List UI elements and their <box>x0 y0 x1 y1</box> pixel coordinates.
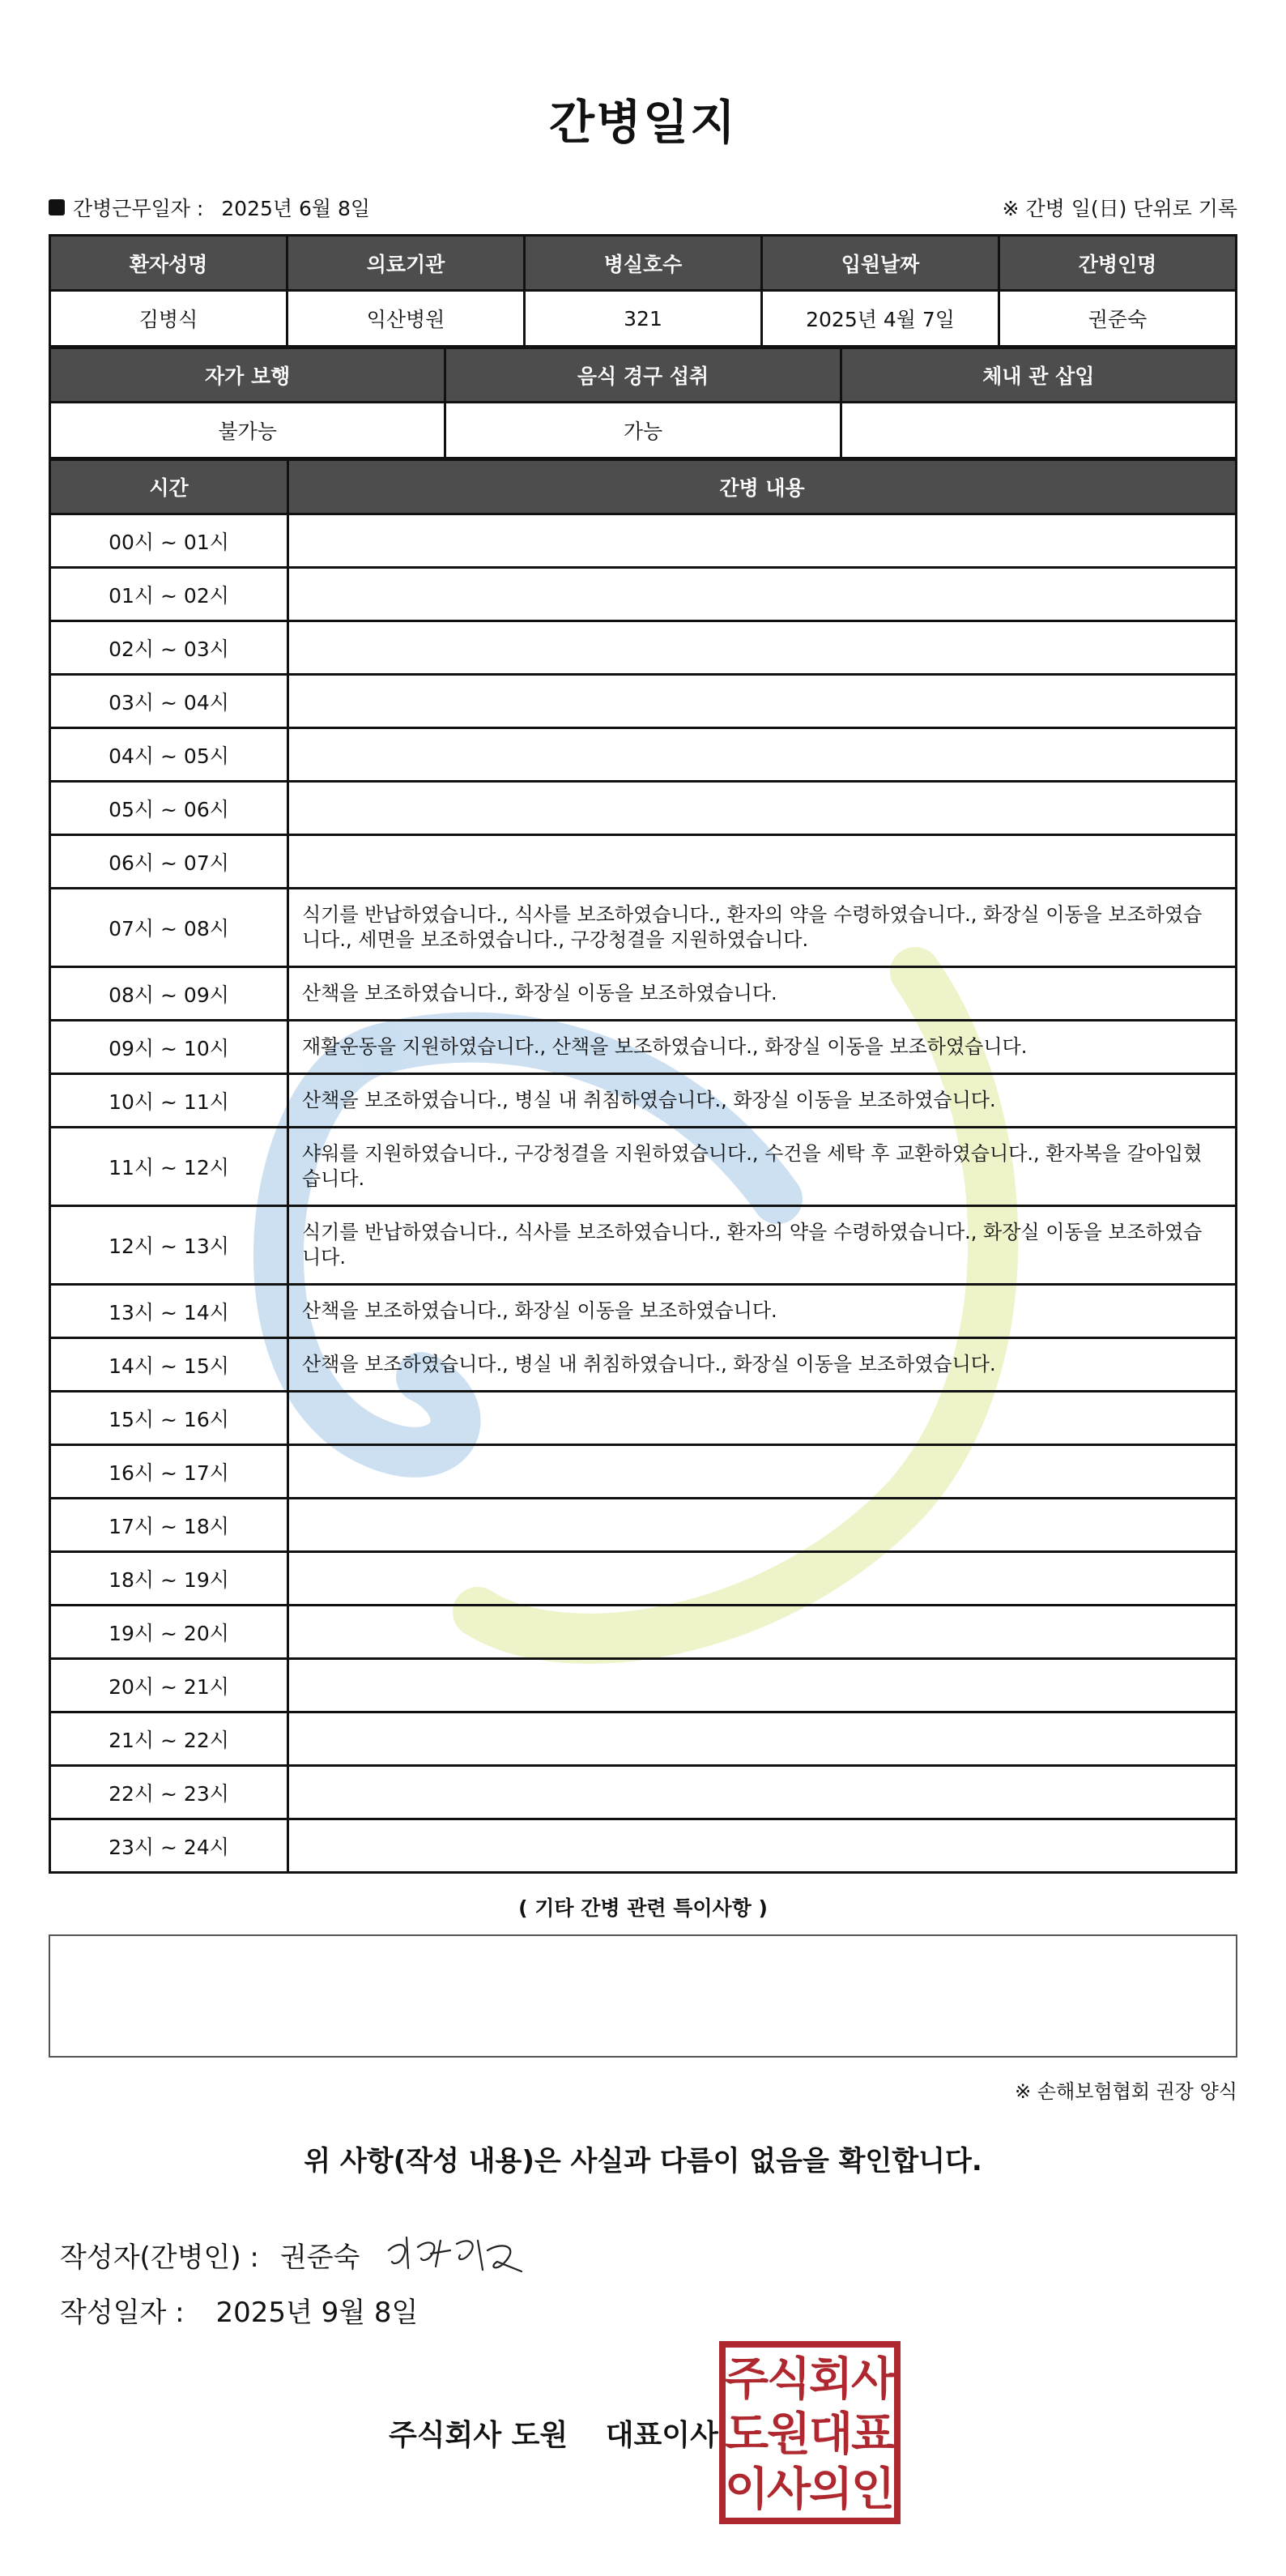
care-content: 샤워를 지원하였습니다., 구강청결을 지원하였습니다., 수건을 세탁 후 교환하였습니다., 환자복을 갈아입혔습니다. <box>288 1128 1237 1206</box>
seal-character: 주 <box>724 2353 769 2406</box>
header-hospital: 의료기관 <box>287 236 525 291</box>
patient-status-table <box>49 347 1237 459</box>
time-slot: 07시 ~ 08시 <box>50 889 288 967</box>
care-content: 산책을 보조하였습니다., 병실 내 취침하였습니다., 화장실 이동을 보조하였습니다. <box>288 1338 1237 1392</box>
time-slot: 06시 ~ 07시 <box>50 835 288 889</box>
square-bullet-icon <box>49 199 65 215</box>
care-log-table <box>49 458 1237 1874</box>
work-date-label: 간병근무일자 : <box>73 197 204 220</box>
header-tube-insertion: 체내 관 삽입 <box>841 348 1236 403</box>
table-row <box>50 1392 1237 1445</box>
table-row <box>50 1659 1237 1712</box>
time-slot: 16시 ~ 17시 <box>50 1445 288 1499</box>
table-row <box>50 514 1237 568</box>
care-content <box>288 1392 1237 1445</box>
table-row <box>50 1712 1237 1766</box>
written-date-row <box>60 2290 418 2330</box>
seal-character: 원 <box>766 2408 811 2461</box>
header-admission-date: 입원날짜 <box>762 236 999 291</box>
care-content <box>288 782 1237 835</box>
table-row <box>50 1206 1237 1285</box>
table-row <box>50 1819 1237 1873</box>
care-content: 산책을 보조하였습니다., 화장실 이동을 보조하였습니다. <box>288 967 1237 1021</box>
table-row <box>50 1606 1237 1659</box>
self-walking-value: 불가능 <box>50 403 445 458</box>
header-oral-intake: 음식 경구 섭취 <box>445 348 841 403</box>
care-content: 식기를 반납하였습니다., 식사를 보조하였습니다., 환자의 약을 수령하였습니다., 화장실 이동을 보조하였습니다. <box>288 1206 1237 1285</box>
header-care-content: 간병 내용 <box>288 460 1237 514</box>
seal-character: 표 <box>850 2408 896 2461</box>
table-row <box>50 889 1237 967</box>
written-date-value: 2025년 9월 8일 <box>215 2297 419 2329</box>
time-slot: 22시 ~ 23시 <box>50 1766 288 1819</box>
table-row <box>50 1766 1237 1819</box>
time-slot: 04시 ~ 05시 <box>50 728 288 782</box>
confirmation-statement: 위 사항(작성 내용)은 사실과 다름이 없음을 확인합니다. <box>304 2145 982 2177</box>
table-row <box>50 1285 1237 1338</box>
patient-info-table <box>49 234 1237 348</box>
time-slot: 21시 ~ 22시 <box>50 1712 288 1766</box>
hospital: 익산병원 <box>287 291 525 347</box>
header-room-number: 병실호수 <box>525 236 762 291</box>
care-content <box>288 728 1237 782</box>
table-row <box>50 967 1237 1021</box>
table-row <box>50 1338 1237 1392</box>
header-time: 시간 <box>50 460 288 514</box>
seal-character: 인 <box>850 2463 896 2516</box>
patient-name: 김병식 <box>50 291 287 347</box>
time-slot: 09시 ~ 10시 <box>50 1021 288 1074</box>
writer-row <box>60 2226 528 2283</box>
time-slot: 17시 ~ 18시 <box>50 1499 288 1552</box>
work-date-value: 2025년 6월 8일 <box>221 197 371 220</box>
care-content <box>288 1712 1237 1766</box>
seal-character: 사 <box>766 2463 811 2516</box>
time-slot: 11시 ~ 12시 <box>50 1128 288 1206</box>
room-number: 321 <box>525 291 762 347</box>
care-content <box>288 835 1237 889</box>
admission-date: 2025년 4월 7일 <box>762 291 999 347</box>
table-row <box>50 675 1237 728</box>
signature-icon <box>382 2226 528 2283</box>
caregiver-name: 권준숙 <box>999 291 1237 347</box>
time-slot: 13시 ~ 14시 <box>50 1285 288 1338</box>
table-row <box>50 835 1237 889</box>
care-content <box>288 1819 1237 1873</box>
header-caregiver-name: 간병인명 <box>999 236 1237 291</box>
care-content <box>288 675 1237 728</box>
care-content <box>288 1445 1237 1499</box>
table-row <box>50 568 1237 621</box>
remarks-label: ( 기타 간병 관련 특이사항 ) <box>518 1896 768 1920</box>
table-row <box>50 1499 1237 1552</box>
company-representative: 대표이사 <box>605 2419 718 2452</box>
source-note: ※ 손해보험협회 권장 양식 <box>1015 2080 1237 2103</box>
table-header-row <box>50 460 1237 514</box>
header-self-walking: 자가 보행 <box>50 348 445 403</box>
care-content: 식기를 반납하였습니다., 식사를 보조하였습니다., 환자의 약을 수령하였습니다., 화장실 이동을 보조하였습니다., 세면을 보조하였습니다., 구강청결을 지원하였습니다. <box>288 889 1237 967</box>
care-content <box>288 1766 1237 1819</box>
care-content <box>288 514 1237 568</box>
company-seal-icon <box>719 2341 901 2524</box>
table-row <box>50 1445 1237 1499</box>
table-row <box>50 621 1237 675</box>
table-row <box>50 1021 1237 1074</box>
header-patient-name: 환자성명 <box>50 236 287 291</box>
care-content <box>288 1659 1237 1712</box>
care-content <box>288 568 1237 621</box>
work-date <box>49 193 370 222</box>
time-slot: 00시 ~ 01시 <box>50 514 288 568</box>
table-row <box>50 782 1237 835</box>
care-content: 재활운동을 지원하였습니다., 산책을 보조하였습니다., 화장실 이동을 보조하였습니다. <box>288 1021 1237 1074</box>
seal-character: 식 <box>766 2353 811 2406</box>
company-signoff <box>389 2412 718 2454</box>
care-content: 산책을 보조하였습니다., 병실 내 취침하였습니다., 화장실 이동을 보조하였습니다. <box>288 1074 1237 1128</box>
time-slot: 12시 ~ 13시 <box>50 1206 288 1285</box>
time-slot: 19시 ~ 20시 <box>50 1606 288 1659</box>
table-row <box>50 403 1237 458</box>
table-header-row <box>50 236 1237 291</box>
care-log-body <box>50 514 1237 1873</box>
care-content: 산책을 보조하였습니다., 화장실 이동을 보조하였습니다. <box>288 1285 1237 1338</box>
time-slot: 14시 ~ 15시 <box>50 1338 288 1392</box>
seal-character: 대 <box>808 2408 854 2461</box>
time-slot: 08시 ~ 09시 <box>50 967 288 1021</box>
writer-name: 권준숙 <box>279 2241 360 2274</box>
time-slot: 10시 ~ 11시 <box>50 1074 288 1128</box>
table-header-row <box>50 348 1237 403</box>
table-row <box>50 1074 1237 1128</box>
care-content <box>288 1552 1237 1606</box>
time-slot: 03시 ~ 04시 <box>50 675 288 728</box>
remarks-box <box>49 1934 1237 2058</box>
written-date-label: 작성일자 : <box>60 2297 185 2329</box>
care-content <box>288 1499 1237 1552</box>
seal-character: 도 <box>724 2408 769 2461</box>
tube-insertion-value <box>841 403 1236 458</box>
seal-character: 회 <box>808 2353 854 2406</box>
seal-character: 사 <box>850 2353 896 2406</box>
time-slot: 01시 ~ 02시 <box>50 568 288 621</box>
care-content <box>288 621 1237 675</box>
time-slot: 20시 ~ 21시 <box>50 1659 288 1712</box>
seal-character: 이 <box>724 2463 769 2516</box>
meta-row <box>49 193 1237 222</box>
writer-label: 작성자(간병인) : <box>60 2241 259 2274</box>
seal-character: 의 <box>808 2463 854 2516</box>
oral-intake-value: 가능 <box>445 403 841 458</box>
table-row <box>50 1128 1237 1206</box>
time-slot: 18시 ~ 19시 <box>50 1552 288 1606</box>
page-title: 간병일지 <box>548 95 738 150</box>
table-row <box>50 728 1237 782</box>
company-name: 주식회사 도원 <box>389 2419 568 2452</box>
time-slot: 23시 ~ 24시 <box>50 1819 288 1873</box>
unit-note: ※ 간병 일(日) 단위로 기록 <box>1002 197 1237 220</box>
time-slot: 05시 ~ 06시 <box>50 782 288 835</box>
table-row <box>50 1552 1237 1606</box>
care-content <box>288 1606 1237 1659</box>
time-slot: 02시 ~ 03시 <box>50 621 288 675</box>
table-row <box>50 291 1237 347</box>
time-slot: 15시 ~ 16시 <box>50 1392 288 1445</box>
